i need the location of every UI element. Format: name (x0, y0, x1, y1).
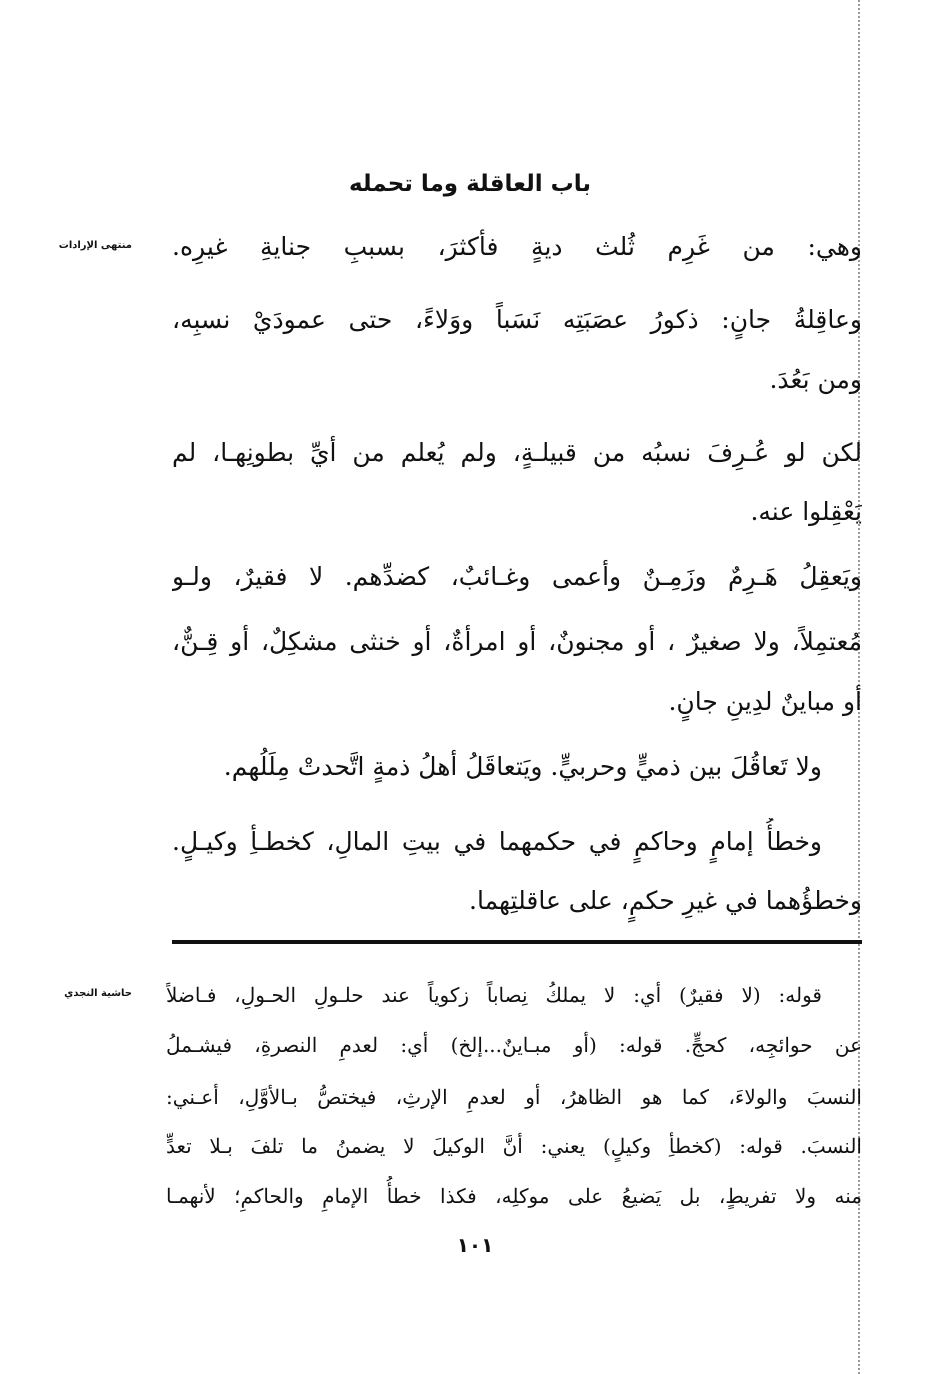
main-text-line: وخطؤُهما في غيرِ حكمٍ، على عاقلتِهما. (469, 886, 862, 915)
main-text-line: لكن لو عُـرِفَ نسبُه من قبيلـةٍ، ولم يُعلم من أيِّ بطونِهـا، لم (172, 438, 862, 467)
main-text-line: وعاقِلةُ جانٍ: ذكورُ عصَبَتِه نَسَباً ووَلاءً، حتى عمودَيْ نسبِه، (172, 305, 862, 334)
main-text-label: منتهى الإرادات (58, 240, 132, 251)
footnote-line: قوله: (لا فقيرٌ) أي: لا يملكُ نِصاباً زكوياً عند حلـولِ الحـولِ، فـاضلاً (166, 983, 822, 1007)
footnote-line: عن حوائجِه، كحجٍّ. قوله: (أو مبـاينٌ...إلخ) أي: لعدمِ النصرةِ، فيشـملُ (166, 1033, 862, 1057)
main-text-line: وخطأُ إمامٍ وحاكمٍ في حكمهما في بيتِ المالِ، كخطـأِ وكيـلٍ. (172, 827, 822, 856)
main-text-line: أو مباينٌ لدِينِ جانٍ. (668, 687, 862, 716)
footnote-label: حاشية النجدي (64, 988, 132, 999)
footnote-line: منه ولا تفريطٍ، بل يَضيعُ على موكلِه، فكذا خطأُ الإمامِ والحاكمِ؛ لأنهمـا (166, 1184, 862, 1208)
footnote-separator (172, 940, 862, 944)
footnote-line: النسبَ. قوله: (كخطأِ وكيلٍ) يعني: أنَّ الوكيلَ لا يضمنُ ما تلفَ بـلا تعدٍّ (166, 1134, 862, 1158)
main-text-line: ومن بَعُدَ. (769, 365, 862, 394)
page-number: ١٠١ (456, 1233, 494, 1257)
footnote-line: النسبَ والولاءَ، كما هو الظاهرُ، أو لعدمِ الإرثِ، فيختصُّ بـالأوَّلِ، أعـني: (166, 1085, 862, 1109)
chapter-title: باب العاقلة وما تحمله (348, 171, 592, 197)
main-text-line: يَعْقِلوا عنه. (750, 497, 862, 526)
main-text-line: وهي: من غَرِم ثُلث ديةٍ فأكثرَ، بسببِ جنايةِ غيرِه. (172, 232, 862, 261)
main-text-line: ولا تَعاقُلَ بين ذميٍّ وحربيٍّ. ويَتعاقَلُ أهلُ ذمةٍ اتَّحدتْ مِلَلُهم. (223, 752, 822, 781)
main-text-line: مُعتمِلاً، ولا صغيرٌ ، أو مجنونٌ، أو امرأةٌ، أو خنثى مشكِلٌ، أو قِـنٌّ، (172, 627, 862, 656)
main-text-line: ويَعقِلُ هَـرِمٌ وزَمِـنٌ وأعمى وغـائبٌ، كضدِّهم. لا فقيرٌ، ولـو (172, 562, 862, 591)
